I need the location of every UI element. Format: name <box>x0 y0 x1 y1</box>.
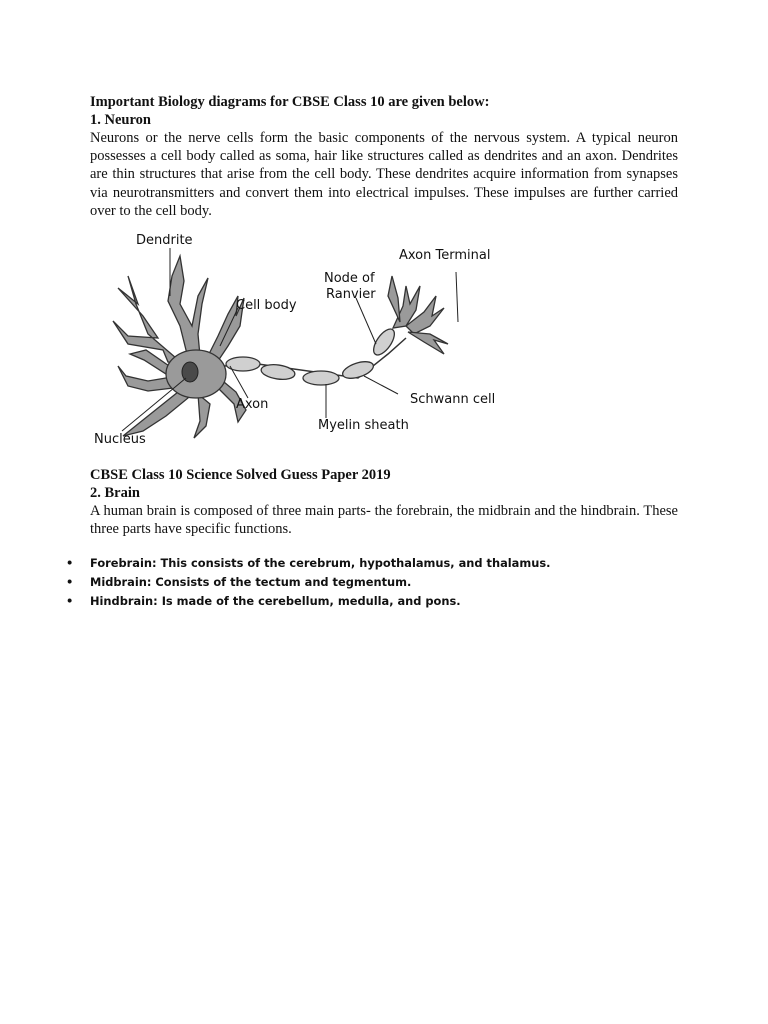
bullet-icon: • <box>66 594 74 608</box>
label-axon: Axon <box>236 397 269 412</box>
myelin-segments <box>226 326 398 385</box>
section-brain-title: 2. Brain <box>90 485 140 501</box>
list-item <box>0 592 768 611</box>
label-node-line2: Ranvier <box>326 287 376 302</box>
axon-terminal-branches <box>388 276 448 354</box>
section-neuron-title: 1. Neuron <box>90 112 151 128</box>
brain-parts-list <box>0 554 768 611</box>
bullet-icon: • <box>66 575 74 589</box>
list-item-text: Midbrain: Consists of the tectum and tegmentum. <box>90 575 412 589</box>
main-heading: Important Biology diagrams for CBSE Class 10 are given below: <box>90 94 490 110</box>
list-item <box>0 554 768 573</box>
label-myelin-sheath: Myelin sheath <box>318 418 409 433</box>
neuron-paragraph: Neurons or the nerve cells form the basic components of the nervous system. A typical neuron possesses a cell body called as soma, hair like structures called as dendrites and an axon. Dendrites are thin structures that arise from the cell body. These dendrites acquire information from synapses via neurotransmitters and convert them into electrical impulses. These impulses are further carried over to the cell body. <box>90 130 678 219</box>
list-item <box>0 573 768 592</box>
list-item-text: Hindbrain: Is made of the cerebellum, medulla, and pons. <box>90 594 461 608</box>
label-schwann-cell: Schwann cell <box>410 392 496 407</box>
dendrite-branches <box>113 256 246 438</box>
brain-section <box>90 466 678 538</box>
label-axon-terminal: Axon Terminal <box>399 248 491 263</box>
list-item-text: Forebrain: This consists of the cerebrum, hypothalamus, and thalamus. <box>90 556 551 570</box>
neuron-diagram <box>88 226 518 454</box>
label-node-line1: Node of <box>324 271 375 286</box>
brain-paragraph: A human brain is composed of three main parts- the forebrain, the midbrain and the hindbrain. These three parts have specific functions. <box>90 503 678 538</box>
label-nucleus: Nucleus <box>94 432 146 447</box>
label-cell-body: Cell body <box>236 298 297 313</box>
guess-paper-link[interactable]: CBSE Class 10 Science Solved Guess Paper 2019 <box>90 467 391 483</box>
label-dendrite: Dendrite <box>136 233 193 248</box>
bullet-icon: • <box>66 556 74 570</box>
intro-section <box>90 93 678 220</box>
